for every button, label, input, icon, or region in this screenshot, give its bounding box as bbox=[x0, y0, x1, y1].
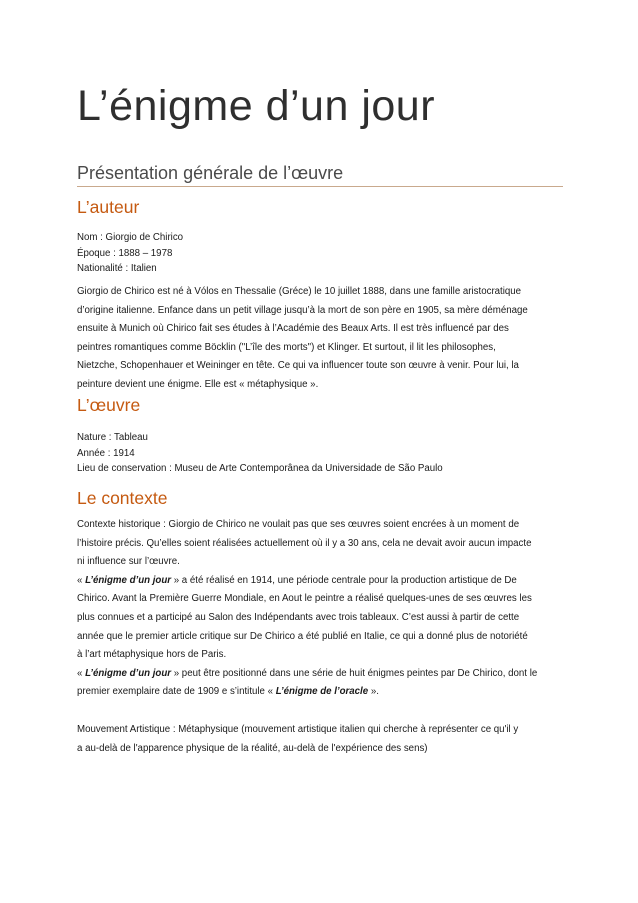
contexte-line: année que le premier article critique sur De Chirico a été publié en Italie, ce qui a donné plus de notoriété bbox=[77, 630, 528, 642]
mouvement-line: Mouvement Artistique : Métaphysique (mouvement artistique italien qui cherche à représenter ce qu'il y bbox=[77, 724, 519, 735]
contexte-text: ». bbox=[368, 686, 379, 698]
bio-line: d’origine italienne. Enfance dans un petit village jusqu’à la mort de son père en 1905, sa mère déménage bbox=[77, 304, 528, 316]
oeuvre-facts bbox=[77, 430, 563, 477]
artwork-title: L’énigme d’un jour bbox=[85, 574, 172, 586]
document-title: L’énigme d’un jour bbox=[77, 82, 436, 130]
document-subtitle: Présentation générale de l’œuvre bbox=[77, 163, 344, 183]
bio-line: Giorgio de Chirico est né à Vólos en Thessalie (Gréce) le 10 juillet 1888, dans une famille aristocratique bbox=[77, 286, 522, 297]
contexte-line: ni influence sur l’œuvre. bbox=[77, 556, 180, 568]
contexte-text: » peut être positionné dans une série de huit énigmes peintes par De Chirico, dont le bbox=[171, 667, 538, 679]
auteur-facts bbox=[77, 230, 563, 277]
oeuvre-annee: Année : 1914 bbox=[77, 447, 135, 459]
contexte-line bbox=[77, 572, 563, 591]
quote-open: « bbox=[77, 667, 86, 679]
oeuvre-lieu: Lieu de conservation : Museu de Arte Contemporânea da Universidade de São Paulo bbox=[77, 463, 443, 474]
bio-line: ensuite à Munich où Chirico fait ses études à l’Académie des Beaux Arts. Il est très influencé par des bbox=[77, 323, 509, 335]
heading-oeuvre: L’œuvre bbox=[77, 395, 141, 415]
artwork-title: L’énigme d’un jour bbox=[85, 667, 172, 679]
contexte-line bbox=[77, 665, 563, 684]
contexte-line bbox=[77, 683, 563, 702]
auteur-biography bbox=[77, 283, 563, 395]
mouvement-line: a au-delà de l'apparence physique de la réalité, au-delà de l'expérience des sens) bbox=[77, 742, 428, 754]
heading-contexte: Le contexte bbox=[77, 488, 168, 508]
bio-line: peintres romantiques comme Böcklin ("L’île des morts") et Klinger. Et surtout, il lit les philosophes, bbox=[77, 341, 496, 353]
heading-auteur: L’auteur bbox=[77, 197, 140, 217]
oeuvre-nature: Nature : Tableau bbox=[77, 432, 148, 443]
auteur-epoque: Époque : 1888 – 1978 bbox=[77, 247, 173, 259]
auteur-nationalite: Nationalité : Italien bbox=[77, 263, 157, 274]
contexte-line: plus connues et a participé au Salon des Indépendants avec trois tableaux. C’est aussi à partir de cette bbox=[77, 611, 520, 623]
contexte-text: premier exemplaire date de 1909 e s’intitule « bbox=[77, 686, 276, 698]
contexte-line: l’histoire précis. Qu’elles soient réalisées actuellement où il y a 30 ans, cela ne devait avoir aucun impacte bbox=[77, 537, 532, 549]
contexte-text: » a été réalisé en 1914, une période centrale pour la production artistique de De bbox=[171, 574, 517, 586]
bio-line: peinture devient une énigme. Elle est « métaphysique ». bbox=[77, 378, 319, 390]
subtitle-divider bbox=[77, 186, 563, 187]
auteur-nom: Nom : Giorgio de Chirico bbox=[77, 232, 184, 243]
contexte-body bbox=[77, 516, 563, 702]
bio-line: Nietzche, Schopenhauer et Weininger en tête. Ce qui va influencer toute son œuvre à venir. Pour lui, la bbox=[77, 360, 519, 372]
contexte-line: Contexte historique : Giorgio de Chirico ne voulait pas que ses œuvres soient encrées à un moment de bbox=[77, 519, 520, 530]
contexte-line: Chirico. Avant la Première Guerre Mondiale, en Aout le peintre a réalisé quelques-unes de ses œuvres les bbox=[77, 593, 532, 605]
contexte-line: à l’art métaphysique hors de Paris. bbox=[77, 649, 227, 661]
oracle-title: L’énigme de l’oracle bbox=[275, 686, 369, 698]
mouvement-artistique bbox=[77, 721, 563, 758]
quote-open: « bbox=[77, 574, 86, 586]
